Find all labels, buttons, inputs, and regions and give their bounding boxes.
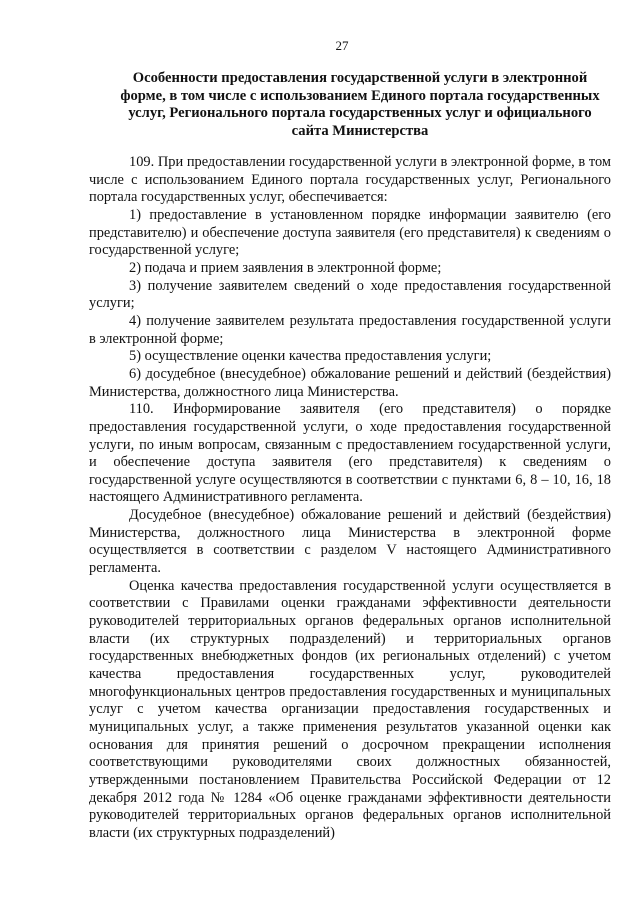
list-item-2: 2) подача и прием заявления в электронной форме;	[129, 259, 442, 276]
list-item-4: 4) получение заявителем результата предоставления государственной услуги в электронной форме;	[89, 312, 611, 347]
paragraph-110: 110. Информирование заявителя (его представителя) о порядке предоставления государственной услуги, о ходе предоставления государственной услуги, по иным вопросам, связанным с предоставлением государственной услуги, и обеспечение доступа заявителя (его представителя) к сведениям о государственной услуге осуществляются в соответствии с пунктами 6, 8 – 10, 16, 18 настоящего Административного регламента.	[89, 401, 611, 506]
list-item-5: 5) осуществление оценки качества предоставления услуги;	[129, 348, 492, 365]
paragraph-109-intro: 109. При предоставлении государственной услуги в электронной форме, в том числе с использованием Единого портала государственных услуг, Регионального портала государственных услуг, обеспечивается:	[89, 154, 611, 206]
list-item-6: 6) досудебное (внесудебное) обжалование решений и действий (бездействия) Министерства, должностного лица Министерства.	[89, 365, 611, 400]
section-heading: Особенности предоставления государственной услуги в электронной форме, в том числе с использованием Единого портала государственных услуг, Регионального портала государственных услуг и официального сайта Министерства	[120, 70, 600, 139]
document-body	[89, 154, 611, 843]
paragraph-quality-assessment: Оценка качества предоставления государственной услуги осуществляется в соответствии с Правилами оценки гражданами эффективности деятельности руководителей территориальных органов федеральных органов исполнительной власти (их структурных подразделений) и территориальных органов государственных внебюджетных фондов (их региональных отделений) с учетом качества предоставления государственных услуг, руководителей многофункциональных центров предоставления государственных и муниципальных услуг с учетом качества организации предоставления государственных и муниципальных услуг, а также применения результатов указанной оценки как основания для принятия решений о досрочном прекращении исполнения соответствующими руководителями своих должностных обязанностей, утвержденными постановлением Правительства Российской Федерации от 12 декабря 2012 года № 1284 «Об оценке гражданами эффективности деятельности руководителей территориальных органов федеральных органов исполнительной власти (их структурных подразделений)	[89, 577, 611, 841]
paragraph-appeal: Досудебное (внесудебное) обжалование решений и действий (бездействия) Министерства, должностного лица Министерства в электронной форме осуществляется в соответствии с разделом V настоящего Административного регламента.	[89, 507, 611, 577]
list-item-1: 1) предоставление в установленном порядке информации заявителю (его представителю) и обеспечение доступа заявителя (его представителя) к сведениям о государственной услуге;	[89, 206, 611, 259]
list-item-3: 3) получение заявителем сведений о ходе предоставления государственной услуги;	[89, 277, 611, 312]
page-number: 27	[335, 38, 349, 53]
